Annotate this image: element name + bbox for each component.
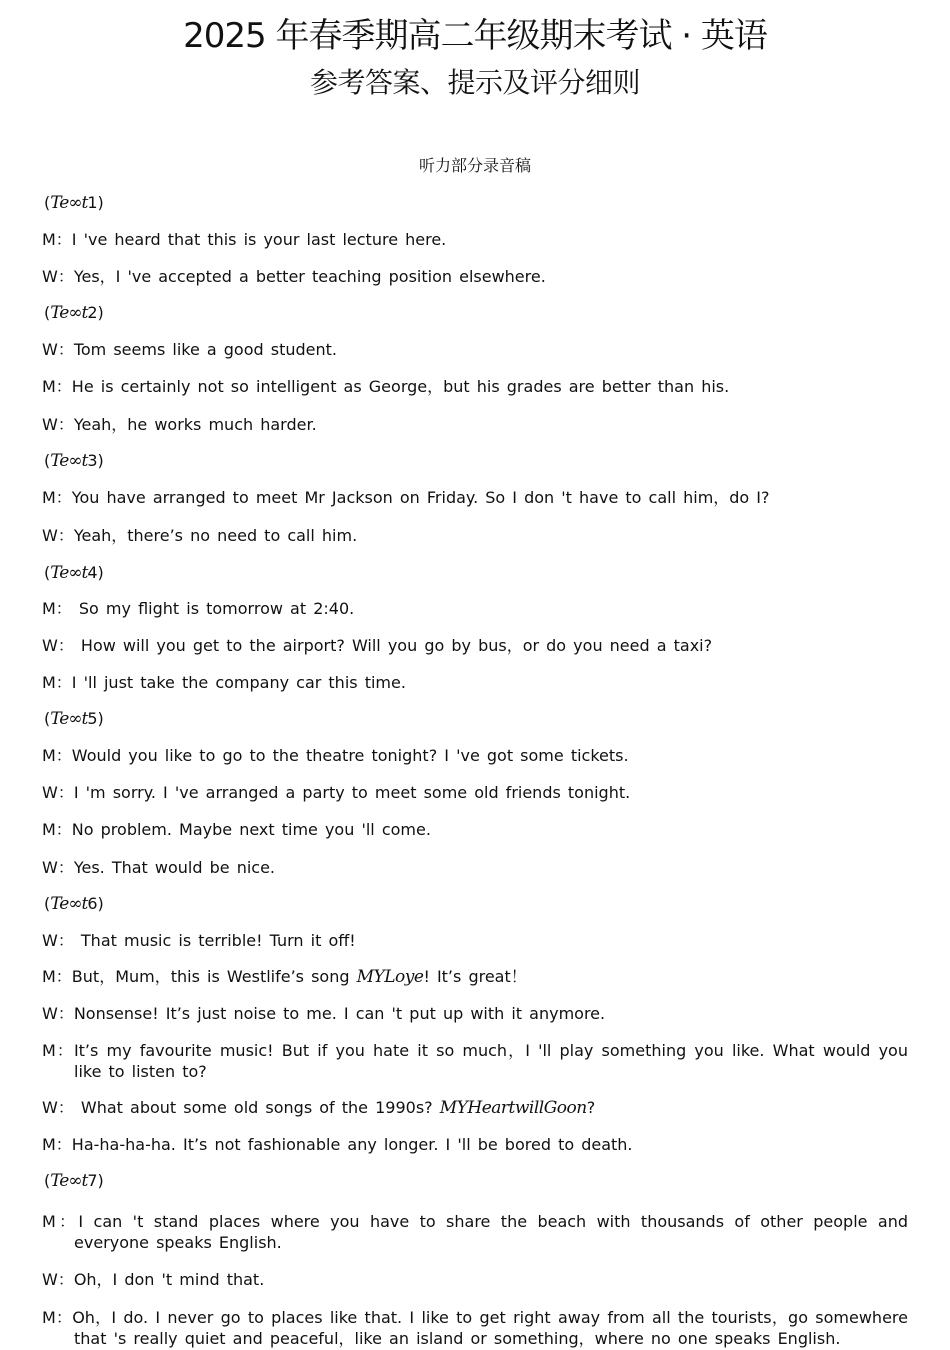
dialogue-line: M：It’s my favourite music! But if you hate it so much，I 'll play something you like. What would you like to listen to?	[42, 1041, 908, 1081]
dialogue-line: M：You have arranged to meet Mr Jackson on Friday. So I don 't have to call him，do I?	[42, 488, 770, 507]
dialogue-line: W：Yeah，there’s no need to call him.	[42, 526, 358, 545]
dialogue-line: M：He is certainly not so intelligent as George，but his grades are better than his.	[42, 377, 730, 396]
test-number: 6	[87, 894, 98, 913]
test-word: Te∞t	[50, 1171, 88, 1191]
test-label-4: (Te∞t4)	[44, 563, 104, 583]
dialogue-line: M：Ha-ha-ha-ha. It’s not fashionable any longer. I 'll be bored to death.	[42, 1135, 633, 1154]
test-word: Te∞t	[50, 563, 88, 583]
dialogue-line: W：Nonsense! It’s just noise to me. I can 't put up with it anymore.	[42, 1004, 606, 1023]
test-label-3: (Te∞t3)	[44, 451, 104, 471]
dialogue-line: M：No problem. Maybe next time you 'll come.	[42, 820, 431, 839]
test-label-5: (Te∞t5)	[44, 709, 104, 729]
test-word: Te∞t	[50, 709, 88, 729]
dialogue-text: W： What about some old songs of the 1990s?	[42, 1098, 440, 1117]
dialogue-line: M：I 've heard that this is your last lecture here.	[42, 230, 447, 249]
test-label-1: (Te∞t1)	[44, 193, 104, 213]
dialogue-line: W： How will you get to the airport? Will you go by bus，or do you need a taxi?	[42, 636, 713, 655]
dialogue-text: ?	[586, 1098, 596, 1117]
test-number: 4	[87, 563, 98, 582]
dialogue-line: M：I can 't stand places where you have to share the beach with thousands of other people and everyone speaks English.	[42, 1212, 908, 1252]
dialogue-line: M：Would you like to go to the theatre tonight? I 've got some tickets.	[42, 746, 629, 765]
dialogue-line: W：Yes. That would be nice.	[42, 858, 276, 877]
test-number: 5	[87, 709, 98, 728]
dialogue-line	[42, 1097, 908, 1119]
dialogue-line: W：Yes，I 've accepted a better teaching position elsewhere.	[42, 267, 546, 286]
section-title: 听力部分录音稿	[418, 156, 531, 175]
dialogue-line: W：I 'm sorry. I 've arranged a party to meet some old friends tonight.	[42, 783, 631, 802]
test-number: 1	[87, 193, 98, 212]
page-subtitle: 参考答案、提示及评分细则	[309, 66, 640, 99]
test-number: 7	[87, 1171, 98, 1190]
dialogue-line: M：I 'll just take the company car this time.	[42, 673, 406, 692]
dialogue-line: M： So my flight is tomorrow at 2:40.	[42, 599, 355, 618]
song-title: MYHeartwillGoon	[439, 1098, 587, 1118]
test-label-6: (Te∞t6)	[44, 894, 104, 914]
song-title: MYLoye	[356, 967, 424, 987]
test-number: 3	[87, 451, 98, 470]
test-label-7: (Te∞t7)	[44, 1171, 104, 1191]
test-word: Te∞t	[50, 451, 88, 471]
page-title: 2025 年春季期高二年级期末考试 · 英语	[183, 16, 767, 56]
dialogue-text: ! It’s great！	[423, 967, 527, 986]
dialogue-line: M：Oh，I do. I never go to places like that. I like to get right away from all the tourists，go somewhere that 's really quiet and peaceful，like an island or something，where no one speaks English.	[42, 1308, 908, 1348]
test-number: 2	[87, 303, 98, 322]
dialogue-line: W： That music is terrible! Turn it off!	[42, 931, 356, 950]
dialogue-line	[42, 966, 908, 988]
test-word: Te∞t	[50, 894, 88, 914]
dialogue-line: W：Oh，I don 't mind that.	[42, 1270, 265, 1289]
test-word: Te∞t	[50, 303, 88, 323]
dialogue-text: M：But，Mum，this is Westlife’s song	[42, 967, 357, 986]
dialogue-line: W：Yeah，he works much harder.	[42, 415, 317, 434]
dialogue-line: W：Tom seems like a good student.	[42, 340, 338, 359]
test-word: Te∞t	[50, 193, 88, 213]
test-label-2: (Te∞t2)	[44, 303, 104, 323]
